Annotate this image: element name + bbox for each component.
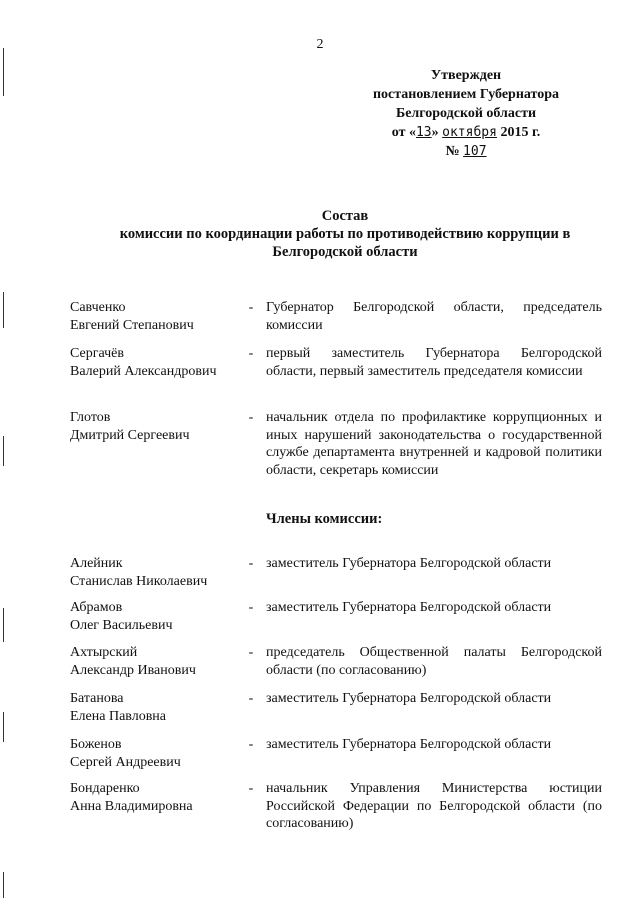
position-description: заместитель Губернатора Белгородской области	[266, 691, 552, 706]
document-title	[80, 207, 610, 261]
person-name	[70, 555, 240, 590]
person-name	[70, 644, 240, 679]
surname: Бондаренко	[70, 781, 140, 796]
scan-margin-mark	[3, 436, 4, 466]
surname: Батанова	[70, 691, 124, 706]
dash: -	[248, 737, 254, 752]
scan-margin-mark	[3, 292, 4, 328]
position-description: заместитель Губернатора Белгородской области	[266, 556, 552, 571]
page-number: 2	[316, 37, 324, 52]
date-month: октября	[442, 125, 497, 140]
dash: -	[248, 410, 254, 425]
dash: -	[248, 691, 254, 706]
dash: -	[248, 300, 254, 315]
dash: -	[248, 645, 254, 660]
position-description: начальник Управления Министерства юстиции Российской Федерации по Белгородской области (по согласованию)	[266, 781, 602, 831]
approval-line-1: Утвержден	[430, 68, 502, 83]
person-name	[70, 409, 240, 444]
person-name	[70, 345, 240, 380]
person-name	[70, 736, 240, 771]
given-names: Сергей Андреевич	[70, 754, 181, 770]
surname: Сергачёв	[70, 346, 124, 361]
person-name	[70, 299, 240, 334]
title-line-2: комиссии по координации работы по противодействию коррупции в	[119, 226, 571, 242]
date-mid: »	[431, 125, 439, 140]
dash: -	[248, 600, 254, 615]
surname: Абрамов	[70, 600, 123, 615]
approval-line-2: постановлением Губернатора	[372, 87, 560, 102]
dash: -	[248, 781, 254, 796]
date-prefix: от «	[391, 125, 416, 140]
position-description: заместитель Губернатора Белгородской области	[266, 600, 552, 615]
position-description: председатель Общественной палаты Белгородской области (по согласованию)	[266, 645, 602, 678]
scan-margin-mark	[3, 712, 4, 742]
number-value: 107	[463, 144, 487, 159]
given-names: Станислав Николаевич	[70, 573, 208, 589]
given-names: Валерий Александрович	[70, 363, 217, 379]
number-prefix: №	[445, 144, 460, 159]
approval-line-3: Белгородской области	[395, 106, 537, 121]
position-description: начальник отдела по профилактике коррупционных и иных нарушений законодательства о государственной службе департамента внутренней и кадровой политики области, секретарь комиссии	[266, 410, 602, 478]
title-line-1: Состав	[321, 208, 369, 224]
surname: Савченко	[70, 300, 126, 315]
scan-margin-mark	[3, 872, 4, 898]
person-name	[70, 780, 240, 815]
members-heading: Члены комиссии:	[266, 511, 383, 527]
given-names: Анна Владимировна	[70, 798, 193, 814]
dash: -	[248, 346, 254, 361]
approval-stamp	[350, 66, 582, 161]
approval-date	[350, 123, 582, 142]
person-name	[70, 690, 240, 725]
date-year: 2015 г.	[500, 125, 541, 140]
person-name	[70, 599, 240, 634]
title-line-3: Белгородской области	[272, 244, 418, 260]
position-description: первый заместитель Губернатора Белгородской области, первый заместитель председателя комиссии	[266, 346, 602, 379]
scan-margin-mark	[3, 608, 4, 642]
given-names: Александр Иванович	[70, 662, 196, 678]
surname: Ахтырский	[70, 645, 138, 660]
position-description: Губернатор Белгородской области, председатель комиссии	[266, 300, 602, 333]
given-names: Евгений Степанович	[70, 317, 194, 333]
surname: Глотов	[70, 410, 111, 425]
surname: Алейник	[70, 556, 123, 571]
scan-margin-mark	[3, 48, 4, 96]
date-day: 13	[415, 125, 432, 140]
surname: Боженов	[70, 737, 122, 752]
dash: -	[248, 556, 254, 571]
approval-number	[350, 142, 582, 161]
given-names: Олег Васильевич	[70, 617, 173, 633]
position-description: заместитель Губернатора Белгородской области	[266, 737, 552, 752]
given-names: Елена Павловна	[70, 708, 167, 724]
given-names: Дмитрий Сергеевич	[70, 427, 190, 443]
